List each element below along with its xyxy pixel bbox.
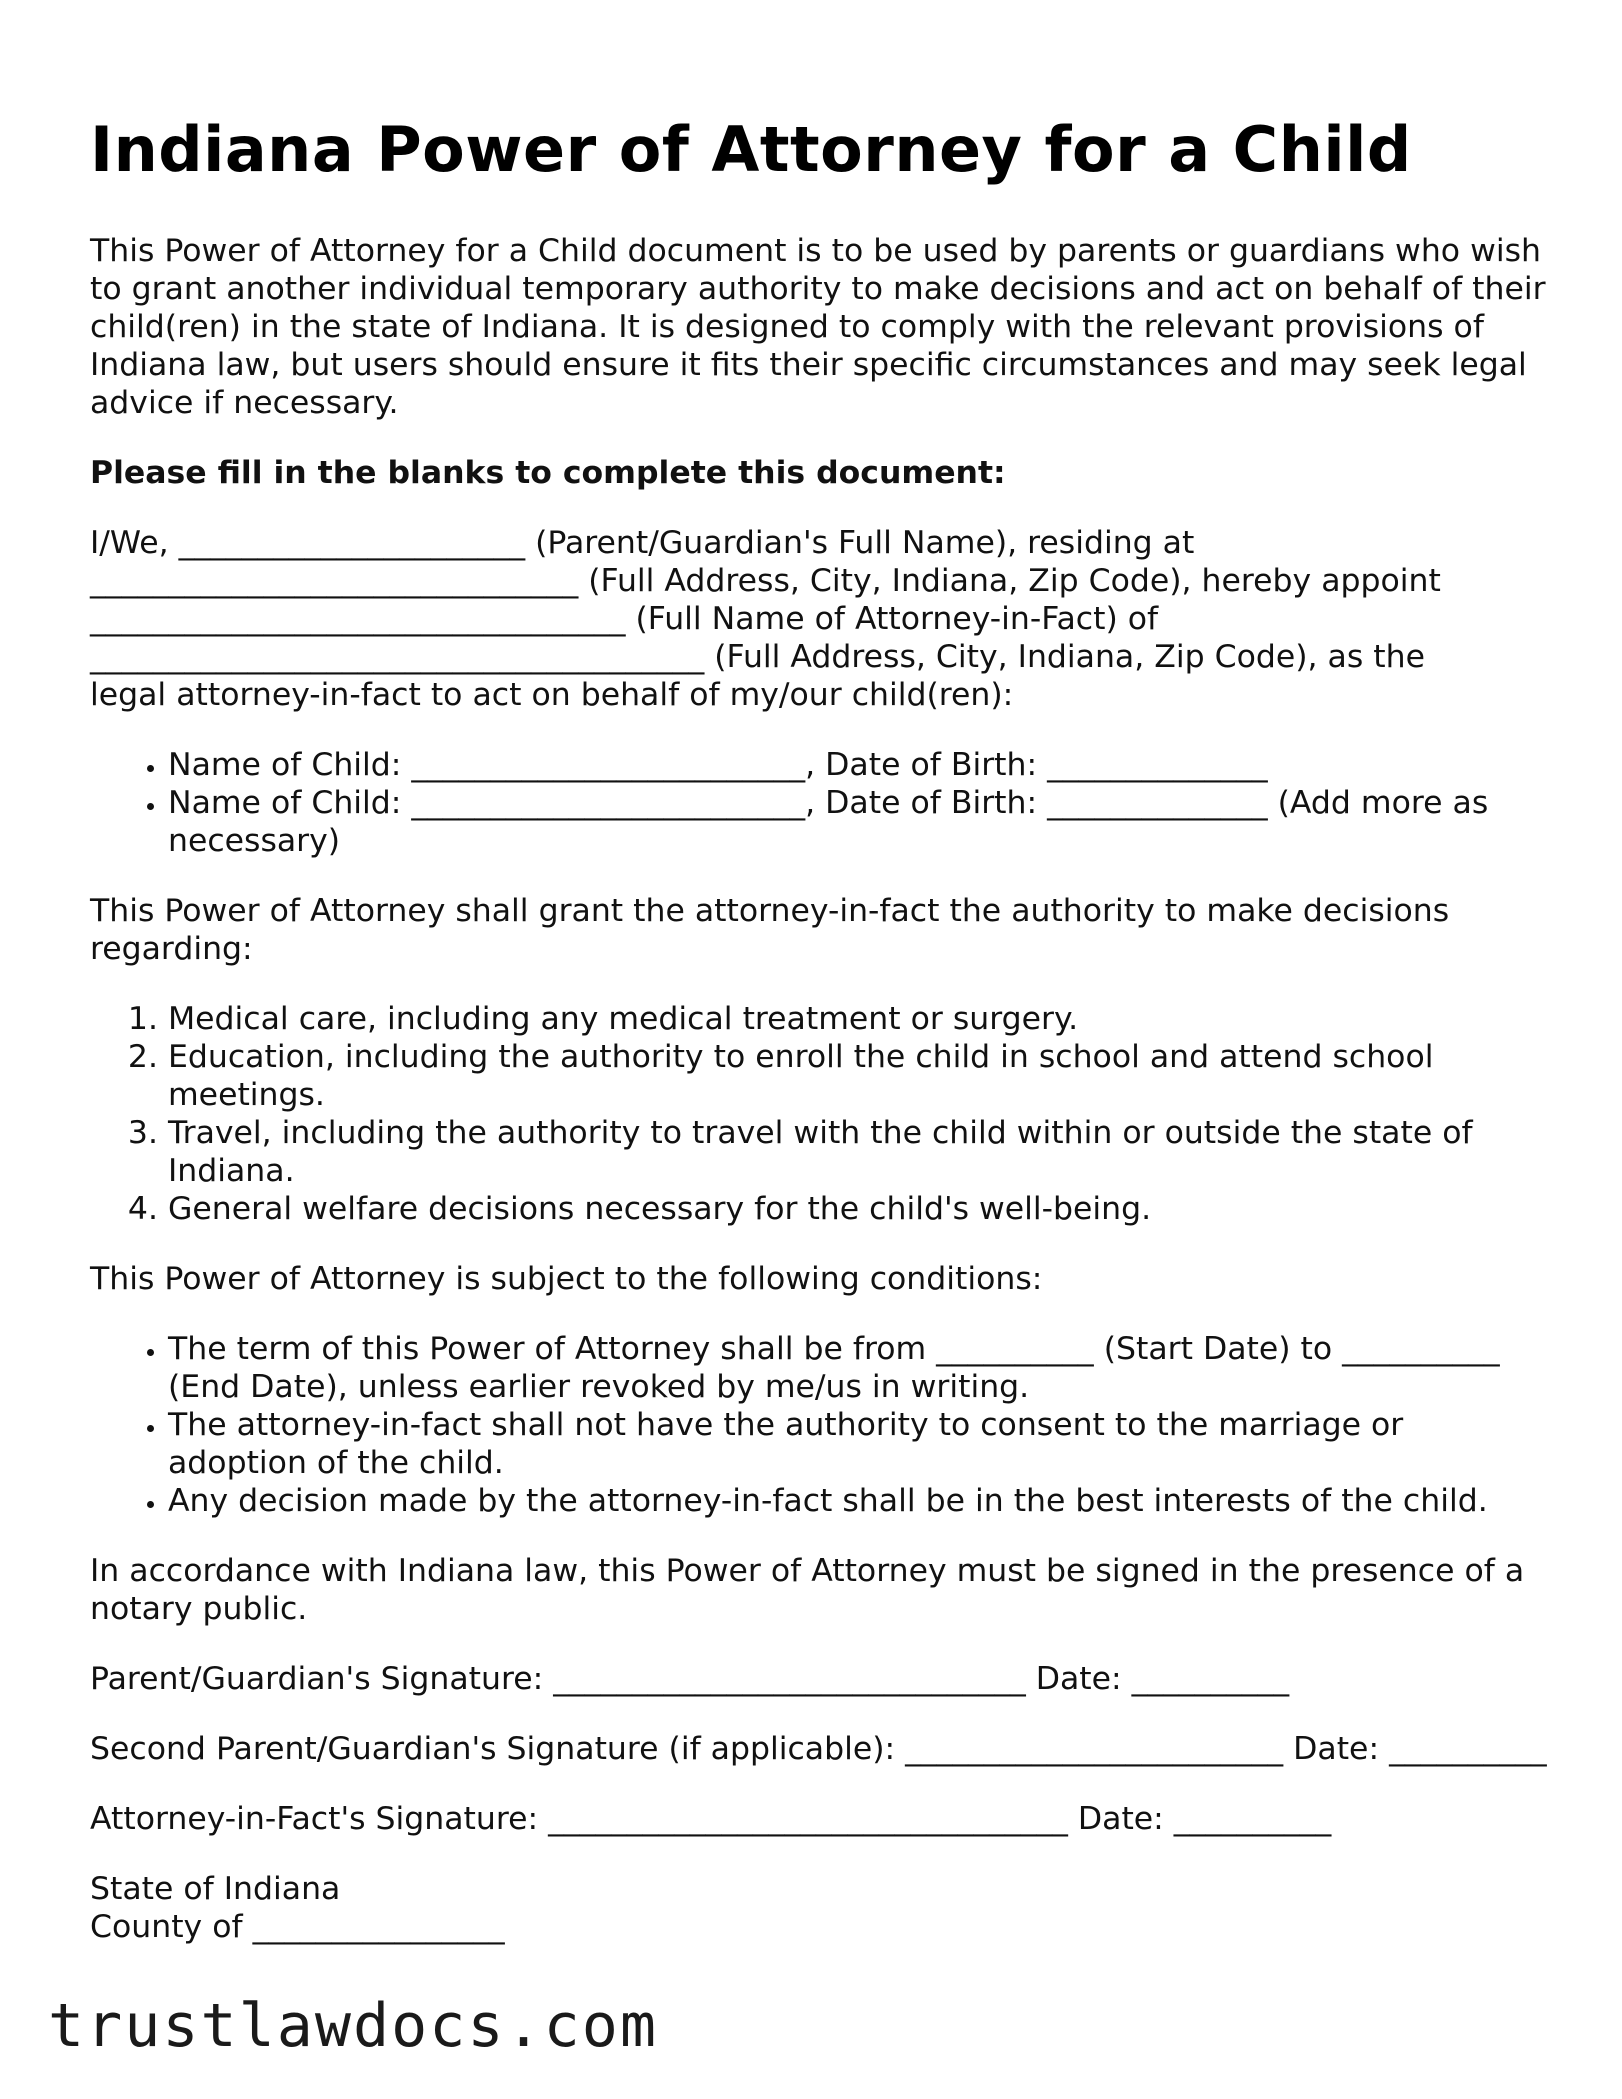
notary-venue	[90, 1870, 1550, 1946]
document-title: Indiana Power of Attorney for a Child	[90, 113, 1412, 186]
attorney-name-blank[interactable]: __________________________________	[90, 601, 626, 637]
fill-instruction: Please fill in the blanks to complete this document:	[90, 455, 1006, 491]
attorney-address-label: (Full Address, City, Indiana, Zip Code), as the	[704, 639, 1425, 675]
site-watermark: trustlawdocs.com	[48, 1991, 658, 2061]
parent-name-label: (Parent/Guardian's Full Name), residing at	[525, 525, 1195, 561]
state-line: State of Indiana	[90, 1871, 341, 1907]
condition-item: • The attorney-in-fact shall not have the authority to consent to the marriage or adoption of the child.	[168, 1406, 1550, 1482]
condition-item: • Any decision made by the attorney-in-fact shall be in the best interests of the child.	[168, 1482, 1550, 1520]
appointment-paragraph	[90, 524, 1550, 714]
appointment-prefix: I/We,	[90, 525, 179, 561]
children-list	[90, 746, 1550, 860]
county-line[interactable]: County of ________________	[90, 1909, 505, 1945]
child-entry[interactable]: • Name of Child: _________________________, Date of Birth: ______________ (Add more as necessary)	[168, 784, 1550, 860]
authority-item: 4. General welfare decisions necessary for the child's well-being.	[168, 1190, 1550, 1228]
authority-item: 1. Medical care, including any medical treatment or surgery.	[168, 1000, 1550, 1038]
authority-item: 3. Travel, including the authority to travel with the child within or outside the state of Indiana.	[168, 1114, 1550, 1190]
notary-statement: In accordance with Indiana law, this Power of Attorney must be signed in the presence of a notary public.	[90, 1553, 1525, 1627]
authority-list	[90, 1000, 1550, 1228]
intro-paragraph: This Power of Attorney for a Child document is to be used by parents or guardians who wish to grant another individual temporary authority to make decisions and act on behalf of their child(ren) in the state of Indiana. It is designed to comply with the relevant provisions of Indiana law, but users should ensure it fits their specific circumstances and may seek legal advice if necessary.	[90, 233, 1546, 421]
parent-signature-line[interactable]: Parent/Guardian's Signature: ______________________________ Date: __________	[90, 1661, 1290, 1697]
parent-address-blank[interactable]: _______________________________	[90, 563, 579, 599]
child-entry[interactable]: • Name of Child: _________________________, Date of Birth: ______________	[168, 746, 1550, 784]
appointment-suffix: legal attorney-in-fact to act on behalf of my/our child(ren):	[90, 677, 1014, 713]
conditions-intro: This Power of Attorney is subject to the following conditions:	[90, 1261, 1043, 1297]
attorney-name-label: (Full Name of Attorney-in-Fact) of	[625, 601, 1159, 637]
parent-name-blank[interactable]: ______________________	[178, 525, 526, 561]
authority-intro: This Power of Attorney shall grant the attorney-in-fact the authority to make decisions regarding:	[90, 893, 1450, 967]
second-parent-signature-line[interactable]: Second Parent/Guardian's Signature (if applicable): ________________________ Date: __________	[90, 1731, 1547, 1767]
condition-item[interactable]: • The term of this Power of Attorney shall be from __________ (Start Date) to __________ (End Date), unless earlier revoked by me/us in writing.	[168, 1330, 1550, 1406]
parent-address-label: (Full Address, City, Indiana, Zip Code), hereby appoint	[578, 563, 1441, 599]
attorney-address-blank[interactable]: _______________________________________	[90, 639, 705, 675]
conditions-list	[90, 1330, 1550, 1520]
document-page	[90, 108, 1550, 1946]
authority-item: 2. Education, including the authority to enroll the child in school and attend school meetings.	[168, 1038, 1550, 1114]
attorney-signature-line[interactable]: Attorney-in-Fact's Signature: _________________________________ Date: __________	[90, 1801, 1332, 1837]
